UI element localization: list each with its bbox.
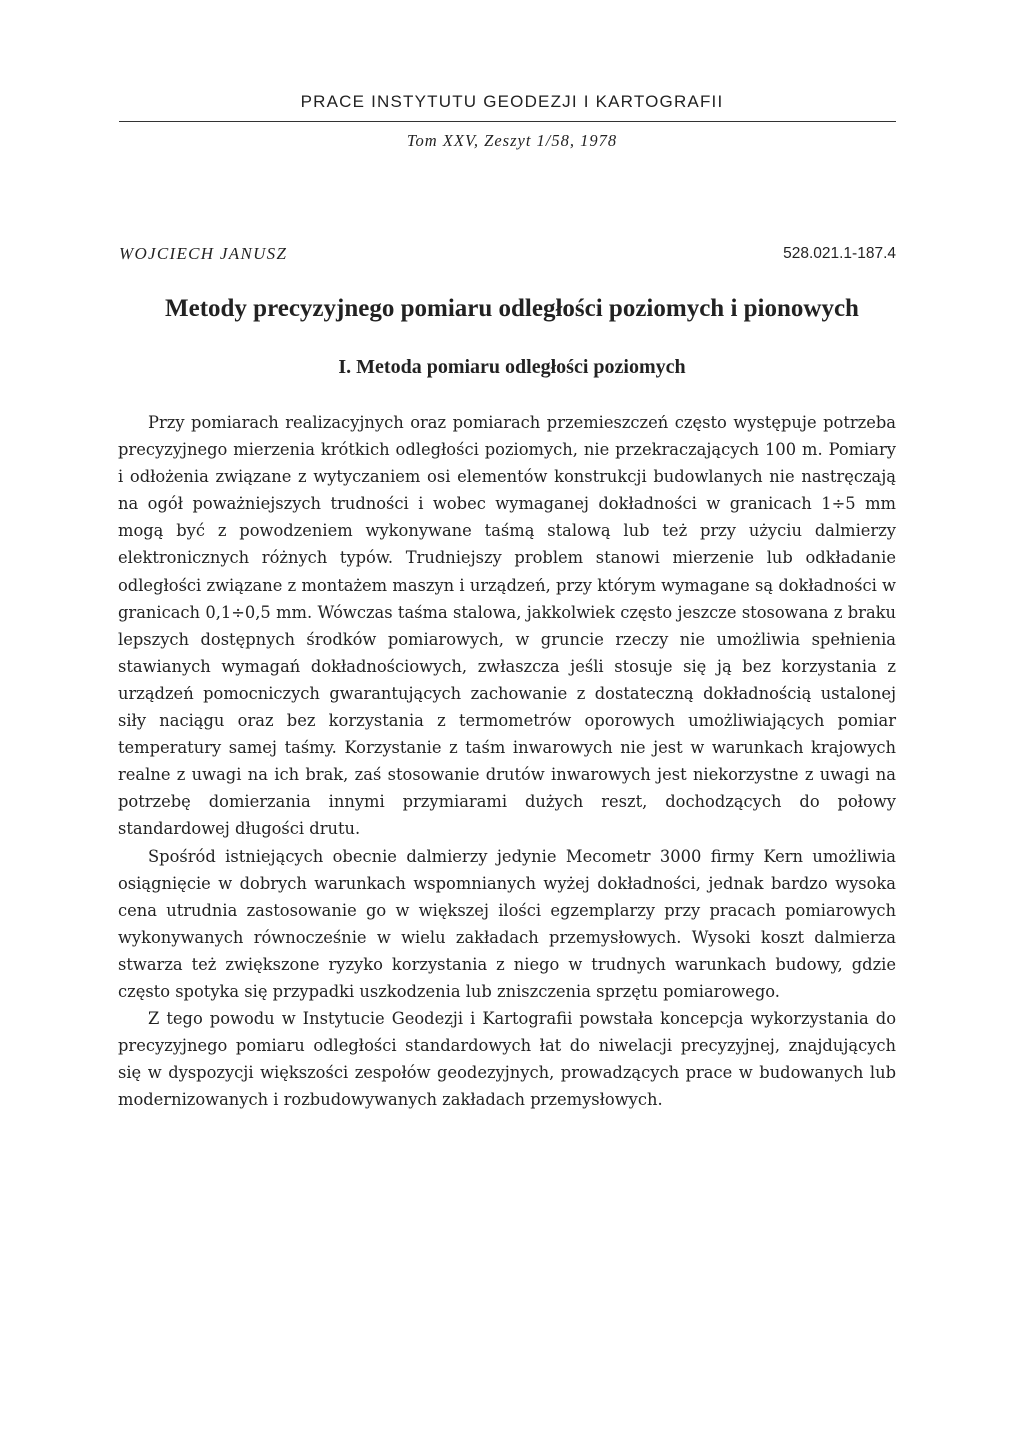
udc-code: 528.021.1-187.4 [783, 245, 896, 262]
volume-info: Tom XXV, Zeszyt 1/58, 1978 [406, 131, 618, 150]
journal-title: PRACE INSTYTUTU GEODEZJI I KARTOGRAFII [300, 92, 724, 111]
paragraph: Spośród istniejących obecnie dalmierzy jedynie Mecometr 3000 firmy Kern umożliwia osiągnięcie w dobrych warunkach wspomnianych wyżej dokładności, jednak bardzo wysoka cena utrudnia zastosowanie go w większej ilości egzemplarzy przy pracach pomiarowych wykonywanych równocześnie w wielu zakładach przemysłowych. Wysoki koszt dalmierza stwarza też zwiększone ryzyko korzystania z niego w trudnych warunkach budowy, gdzie często spotyka się przypadki uszkodzenia lub zniszczenia sprzętu pomiarowego. [118, 846, 896, 1001]
author-name: WOJCIECH JANUSZ [119, 244, 288, 263]
paragraph: Przy pomiarach realizacyjnych oraz pomiarach przemieszczeń często występuje potrzeba precyzyjnego mierzenia krótkich odległości poziomych, nie przekraczających 100 m. Pomiary i odłożenia związane z wytyczaniem osi elementów konstrukcji budowlanych nie nastręczają na ogół poważniejszych trudności i wobec wymaganej dokładności w granicach 1÷5 mm mogą być z powodzeniem wykonywane taśmą stalową lub też przy użyciu dalmierzy elektronicznych różnych typów. Trudniejszy problem stanowi mierzenie lub odkładanie odległości związane z montażem maszyn i urządzeń, przy którym wymagane są dokładności w granicach 0,1÷0,5 mm. Wówczas taśma stalowa, jakkolwiek często jeszcze stosowana z braku lepszych dostępnych środków pomiarowych, w gruncie rzeczy nie umożliwia spełnienia stawianych wymagań dokładnościowych, zwłaszcza jeśli stosuje się ją bez korzystania z urządzeń pomocniczych gwarantujących zachowanie z dostateczną dokładnością ustalonej siły naciągu oraz bez korzystania z termometrów oporowych umożliwiających pomiar temperatury samej taśmy. Korzystanie z taśm inwarowych nie jest w warunkach krajowych realne z uwagi na ich brak, zaś stosowanie drutów inwarowych jest niekorzystne z uwagi na potrzebę domierzania innymi przymiarami dużych reszt, dochodzących do połowy standardowej długości drutu. [118, 413, 896, 839]
header-rule [119, 121, 896, 122]
paragraph: Z tego powodu w Instytucie Geodezji i Kartografii powstała koncepcja wykorzystania do precyzyjnego pomiaru odległości standardowych łat do niwelacji precyzyjnej, znajdujących się w dyspozycji większości zespołów geodezyjnych, prowadzących prace w budowanych lub modernizowanych i rozbudowywanych zakładach przemysłowych. [118, 1009, 896, 1110]
article-body [118, 409, 896, 1113]
section-title: I. Metoda pomiaru odległości poziomych [338, 356, 686, 378]
article-title: Metody precyzyjnego pomiaru odległości poziomych i pionowych [165, 295, 859, 322]
